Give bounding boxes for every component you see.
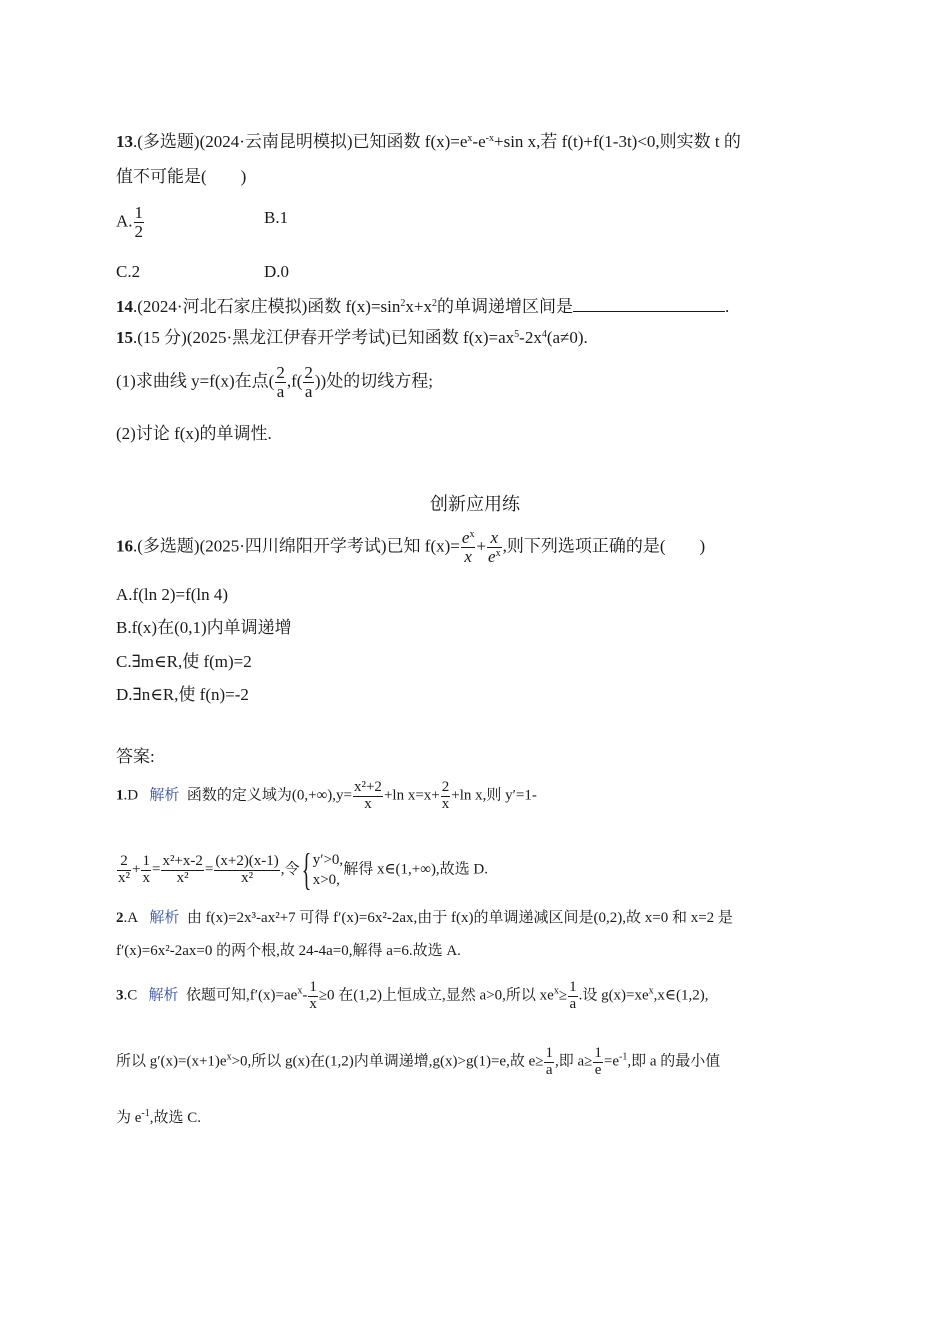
q13-option-c: C.2	[116, 262, 141, 281]
q16-f2-den: e	[488, 546, 496, 566]
answer1-number: 1	[116, 787, 124, 804]
answer3-line2-d: =e	[603, 1053, 619, 1070]
q16-option-d: D.∃n∈R,使 f(n)=-2	[116, 685, 249, 704]
q16-line1	[116, 529, 705, 566]
answer3-number: 3	[116, 987, 124, 1004]
answer1-line1	[116, 780, 537, 813]
q16-f1-den: x	[464, 546, 472, 566]
answer3-line3-a: 为 e	[116, 1110, 142, 1126]
answer3-fraction-2	[568, 980, 578, 1013]
answer1-let: ,令	[280, 861, 300, 878]
q15-line1	[116, 327, 588, 349]
q13-option-b: B.1	[264, 208, 289, 227]
q13-number: 13	[116, 132, 133, 151]
answer3-text-f: ,x∈(1,2),	[653, 987, 709, 1004]
answer1-fraction-1	[353, 780, 383, 813]
q13-option-a-fraction	[134, 204, 145, 241]
answer2-tag: 解析	[149, 910, 180, 926]
answer1-system-row1: y′>0,	[312, 852, 344, 868]
q14-end: .	[725, 297, 730, 316]
q15-fraction-1	[275, 364, 286, 401]
q13-text-c: +sin x,若 f(t)+f(1-3t)<0,则实数 t 的	[493, 132, 741, 151]
fraction-numerator: 1	[309, 979, 317, 995]
answer3-sup-x2: x	[553, 985, 559, 997]
q15-sup-5: 5	[514, 329, 520, 340]
answer3-fraction-3	[544, 1046, 554, 1079]
q14-text-a: .(2024·河北石家庄模拟)函数 f(x)=sin	[133, 297, 401, 316]
fraction-numerator: 2	[117, 854, 131, 871]
answers-title: 答案:	[116, 747, 155, 766]
fraction-numerator: x²+2	[353, 779, 382, 795]
answer1-text-a: 函数的定义域为(0,+∞),y=	[186, 787, 352, 804]
answer3-line2-e: ,即 a 的最小值	[627, 1053, 721, 1070]
q14-answer-blank[interactable]	[573, 295, 725, 312]
answer3-text-a: 依题可知,f′(x)=ae	[186, 987, 298, 1004]
answer1-fraction-3	[117, 854, 131, 887]
answer3-fraction-1	[308, 980, 318, 1013]
q16-fraction-2	[487, 529, 502, 566]
q16-fraction-1	[461, 529, 476, 566]
answer3-line3-b: ,故选 C.	[149, 1110, 202, 1126]
answer3-sup-neg1: -1	[619, 1051, 628, 1063]
fraction-denominator: a	[569, 995, 577, 1012]
q15-part1	[116, 364, 433, 401]
answer2-choice: .A	[123, 910, 139, 926]
answer1-choice: .D	[123, 787, 139, 804]
answer2-number: 2	[116, 910, 124, 926]
answer3-choice: .C	[123, 987, 138, 1004]
answer1-text-c: +ln x,则 y′=1-	[451, 787, 537, 804]
answer3-fraction-4	[593, 1046, 603, 1079]
answer2-text: 由 f(x)=2x³-ax²+7 可得 f′(x)=6x²-2ax,由于 f(x)的单调递减区间是(0,2),故 x=0 和 x=2 是	[186, 910, 733, 926]
q16-number: 16	[116, 536, 133, 556]
q16-option-b: B.f(x)在(0,1)内单调递增	[116, 618, 292, 637]
q14-text-b: x+x	[405, 297, 432, 316]
q15-part1-text-b: ,f(	[286, 371, 303, 391]
answer3-text-d: ≥	[558, 987, 568, 1004]
answer1-line2	[116, 845, 489, 894]
answer1-plus: +	[132, 861, 141, 878]
answer1-fraction-4	[141, 854, 151, 887]
fraction-numerator: 1	[142, 852, 150, 869]
answer3-text-c: ≥0 在(1,2)上恒成立,显然 a>0,所以 xe	[318, 987, 554, 1004]
q16-text-a: .(多选题)(2025·四川绵阳开学考试)已知 f(x)=	[133, 536, 460, 556]
fraction-denominator	[487, 548, 502, 566]
answer3-sup-x3: x	[648, 985, 654, 997]
q16-f2-sup: x	[495, 547, 501, 559]
q13-text-b: -e	[472, 132, 486, 151]
answer3-tag: 解析	[148, 987, 179, 1004]
q13-text-a: .(多选题)(2024·云南昆明模拟)已知函数 f(x)=e	[133, 132, 468, 151]
answer1-system	[313, 850, 344, 890]
q15-number: 15	[116, 328, 133, 347]
q13-option-a-label: A.	[116, 211, 133, 231]
q14-text-c: 的单调递增区间是	[437, 297, 573, 316]
fraction-denominator: x²	[241, 869, 254, 886]
fraction-denominator: x	[142, 869, 150, 886]
answer1-fraction-6	[214, 854, 279, 887]
q15-text-a: .(15 分)(2025·黑龙江伊春开学考试)已知函数 f(x)=ax	[133, 328, 515, 347]
answer3-line3	[116, 1107, 201, 1129]
q15-sup-4: 4	[541, 329, 547, 340]
q15-text-c: (a≠0).	[546, 328, 588, 347]
q14-line1	[116, 295, 729, 318]
fraction-numerator: (x+2)(x-1)	[215, 852, 279, 869]
answer3-line2-a: 所以 g′(x)=(x+1)e	[116, 1053, 227, 1070]
answer2-line2: f′(x)=6x²-2ax=0 的两个根,故 24-4a=0,解得 a=6.故选 A.	[116, 943, 461, 959]
fraction-denominator: 2	[134, 221, 144, 241]
section-title: 创新应用练	[430, 494, 520, 515]
q13-sup-negx: -x	[485, 133, 494, 144]
fraction-numerator: 1	[594, 1045, 602, 1061]
q14-number: 14	[116, 297, 133, 316]
fraction-denominator: x	[309, 995, 317, 1012]
fraction-denominator: x²	[176, 869, 189, 886]
answer3-line2-c: ,即 a≥	[554, 1053, 593, 1070]
q16-plus: +	[476, 536, 487, 556]
fraction-denominator	[461, 548, 476, 566]
q16-option-c: C.∃m∈R,使 f(m)=2	[116, 652, 252, 671]
answer1-fraction-5	[161, 854, 203, 887]
fraction-numerator: 1	[545, 1045, 553, 1061]
answer2-line1	[116, 907, 733, 929]
answer1-system-row2: x>0,	[312, 872, 340, 888]
q13-sup-x: x	[467, 133, 473, 144]
fraction-numerator: 2	[441, 779, 450, 795]
answer3-sup-neg1b: -1	[141, 1108, 150, 1119]
q15-fraction-2	[303, 364, 314, 401]
q16-option-a: A.f(ln 2)=f(ln 4)	[116, 585, 229, 604]
answer3-line1	[116, 980, 709, 1013]
fraction-denominator: x²	[118, 869, 130, 886]
q15-part2: (2)讨论 f(x)的单调性.	[116, 424, 272, 443]
fraction-denominator: x	[441, 795, 450, 812]
fraction-numerator	[487, 529, 502, 548]
fraction-denominator: a	[276, 381, 285, 401]
left-brace-icon: {	[301, 845, 311, 894]
fraction-denominator: a	[304, 381, 313, 401]
q14-sup-2b: 2	[432, 298, 437, 309]
fraction-numerator: 1	[134, 203, 144, 222]
q15-text-b: -2x	[519, 328, 542, 347]
q16-f1-num: e	[461, 528, 470, 547]
answer1-fraction-2	[441, 780, 451, 813]
answer1-conclusion: 解得 x∈(1,+∞),故选 D.	[343, 861, 489, 878]
q16-text-b: ,则下列选项正确的是( )	[502, 536, 706, 556]
fraction-denominator: e	[594, 1061, 602, 1078]
answer1-text-b: +ln x=x+	[383, 787, 440, 804]
q13-option-d: D.0	[264, 262, 290, 281]
q16-f2-num: x	[490, 528, 499, 547]
q15-part1-text-c: ))处的切线方程;	[314, 371, 433, 391]
q16-f1-sup: x	[469, 529, 475, 540]
answer1-equals-2: =	[204, 861, 214, 878]
answer1-tag: 解析	[149, 787, 180, 804]
q13-line2: 值不可能是( )	[116, 167, 247, 186]
q13-option-a	[116, 204, 145, 241]
q13-line1	[116, 131, 741, 153]
q15-part1-text-a: (1)求曲线 y=f(x)在点(	[116, 371, 275, 391]
answer3-text-e: .设 g(x)=xe	[578, 987, 649, 1004]
answer3-line2-b: >0,所以 g(x)在(1,2)内单调递增,g(x)>g(1)=e,故 e≥	[231, 1053, 544, 1070]
fraction-numerator: 2	[304, 363, 313, 382]
answer3-text-b: -	[302, 987, 308, 1004]
answer1-equals: =	[151, 861, 161, 878]
q14-sup-2: 2	[400, 298, 406, 309]
fraction-numerator: 1	[569, 979, 577, 995]
fraction-numerator: 2	[276, 363, 285, 382]
fraction-denominator: a	[545, 1061, 553, 1078]
answer3-sup-x4: x	[226, 1051, 232, 1063]
answer3-line2	[116, 1046, 720, 1079]
fraction-denominator: x	[364, 795, 372, 812]
fraction-numerator: x²+x-2	[162, 852, 203, 869]
answer3-sup-x: x	[297, 985, 303, 997]
fraction-numerator	[461, 529, 476, 548]
